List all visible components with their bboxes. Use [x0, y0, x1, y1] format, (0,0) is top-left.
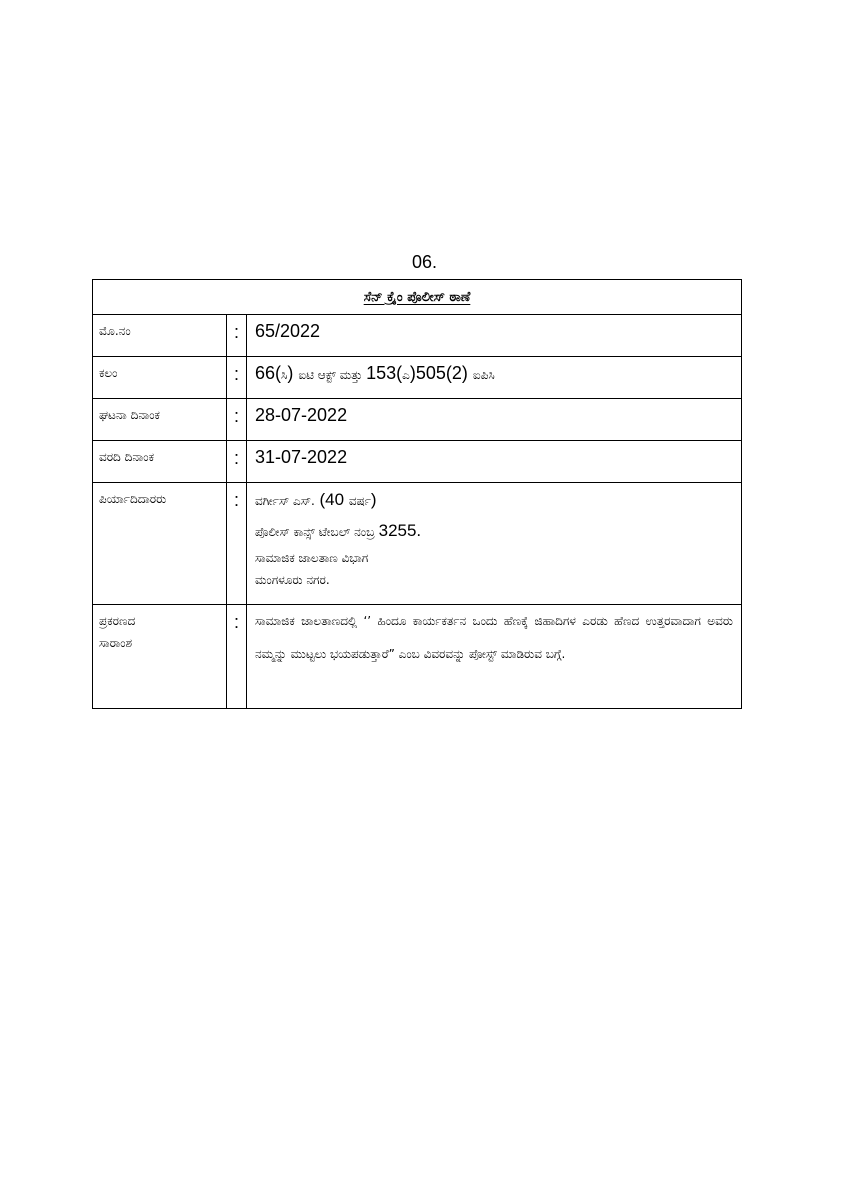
colon: :	[227, 441, 247, 483]
complainant-age-unit: ವರ್ಷ	[348, 494, 371, 508]
title-row	[93, 280, 742, 315]
summary-text: ಸಾಮಾಜಿಕ ಜಾಲತಾಣದಲ್ಲಿ ‘’ ಹಿಂದೂ ಕಾರ್ಯಕರ್ತನ ಒಂದು ಹೆಣಕ್ಕೆ ಜಿಹಾದಿಗಳ ಎರಡು ಹೆಣದ ಉತ್ತರವಾದಾಗ ಅವರು ನಮ್ಮನ್ನು ಮುಟ್ಟಲು ಭಯಪಡುತ್ತಾರೆ” ಎಂಬ ವಿವರವನ್ನು ಪೋಸ್ಟ್ ಮಾಡಿರುವ ಬಗ್ಗೆ.	[255, 614, 733, 661]
section-part: ಐಟಿ ಆಕ್ಟ್ ಮತ್ತು	[298, 368, 367, 382]
complainant-rank: ಪೊಲೀಸ್ ಕಾನ್ಸ್ ಟೇಬಲ್ ನಂಬ್ರ	[255, 525, 379, 539]
title-cell	[93, 280, 742, 315]
incident-date-label: ಘಟನಾ ದಿನಾಂಕ	[93, 399, 227, 441]
colon: :	[227, 605, 247, 709]
colon: :	[227, 483, 247, 605]
case-report-table	[92, 279, 742, 709]
section-value	[247, 357, 742, 399]
complainant-value	[247, 483, 742, 605]
section-part: ಐಪಿಸಿ	[472, 368, 495, 382]
report-date-row	[93, 441, 742, 483]
police-station-title: ಸೆನ್ ಕ್ರೈಂ ಪೊಲೀಸ್ ಠಾಣೆ	[363, 290, 471, 305]
complainant-name-line	[255, 489, 733, 512]
summary-row	[93, 605, 742, 709]
section-part: ಸಿ	[281, 368, 288, 382]
complainant-label: ಪಿರ್ಯಾದಿದಾರರು	[93, 483, 227, 605]
complainant-row	[93, 483, 742, 605]
section-part: 66(	[255, 363, 282, 383]
complainant-badge-number: 3255.	[378, 521, 422, 540]
summary-label-line1: ಪ್ರಕರಣದ	[99, 614, 136, 628]
section-part: )505(2)	[409, 363, 473, 383]
colon: :	[227, 357, 247, 399]
summary-label	[93, 605, 227, 709]
section-part: ಎ	[402, 368, 410, 382]
incident-date-value: 28-07-2022	[247, 399, 742, 441]
colon: :	[227, 315, 247, 357]
case-number-row	[93, 315, 742, 357]
report-date-value: 31-07-2022	[247, 441, 742, 483]
section-part: 153(	[366, 363, 403, 383]
page-number: 06.	[411, 252, 438, 272]
complainant-name: ವರ್ಗೀಸ್ ಎಸ್.	[255, 494, 315, 508]
section-label: ಕಲಂ	[93, 357, 227, 399]
complainant-city: ಮಂಗಳೂರು ನಗರ.	[255, 573, 330, 587]
summary-value	[247, 605, 742, 709]
complainant-age-close: )	[370, 490, 377, 509]
incident-date-row	[93, 399, 742, 441]
section-part: )	[287, 363, 299, 383]
case-number-label: ಮೊ.ನಂ	[93, 315, 227, 357]
colon: :	[227, 399, 247, 441]
report-date-label: ವರದಿ ದಿನಾಂಕ	[93, 441, 227, 483]
summary-label-line2: ಸಾರಾಂಶ	[99, 636, 133, 650]
complainant-rank-line	[255, 520, 733, 543]
complainant-age: (40	[314, 490, 349, 509]
case-number-value: 65/2022	[247, 315, 742, 357]
section-row	[93, 357, 742, 399]
complainant-division: ಸಾಮಾಜಿಕ ಜಾಲತಾಣ ವಿಭಾಗ	[255, 551, 369, 565]
